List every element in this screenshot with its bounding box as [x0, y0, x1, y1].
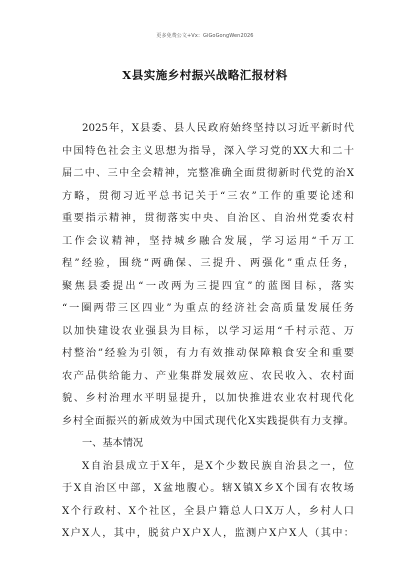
paragraph-1-line: 2025年，X县委、县人民政府始终坚持以习近平新时代	[82, 123, 354, 134]
paragraph-1-line: 工作会议精神，坚持城乡融合发展，学习运用“千万工	[62, 235, 354, 247]
document-title: X县实施乡村振兴战略汇报材料	[122, 68, 288, 82]
paragraph-2-line: X自治县成立于X年，是X个少数民族自治县之一，位	[82, 460, 354, 472]
paragraph-1-line: “一圈两带三区四业”为重点的经济社会高质量发展任务	[62, 303, 354, 314]
document-body	[62, 118, 354, 546]
paragraph-1-line: 届二中、三中全会精神，完整准确全面贯彻新时代党的治X	[62, 168, 354, 179]
paragraph-2-line: X户X人，其中，脱贫户X户X人，监测户X户X人（其中：	[62, 528, 354, 539]
paragraph-1-line: 中国特色社会主义思想为指导，深入学习党的XX大和二十	[62, 145, 354, 157]
paragraph-1-line: 农产品供给能力、产业集群发展效应、农民收入、农村面	[62, 370, 354, 382]
section-heading: 一、基本情况	[82, 438, 144, 449]
header-note: 更多免费公文+Vx：GiGoGongWen2026	[156, 33, 254, 39]
paragraph-2-line: 于X自治区中部，X盆地腹心。辖X镇X乡X个国有农牧场	[62, 483, 354, 494]
paragraph-1-line: 貌、乡村治理水平明显提升，以加快推进农业农村现代化	[62, 393, 354, 404]
paragraph-1-line: 重要指示精神，贯彻落实中央、自治区、自治州党委农村	[62, 213, 354, 224]
paragraph-1-line: 以加快建设农业强县为目标，以学习运用“千村示范、万	[62, 325, 354, 337]
paragraph-1-line: 乡村全面振兴的新成效为中国式现代化X实践提供有力支撑。	[62, 415, 354, 427]
paragraph-1-line: 程”经验，围绕“两确保、三提升、两强化”重点任务，	[62, 258, 354, 269]
paragraph-2-line: X个行政村、X个社区，全县户籍总人口X万人，乡村人口	[62, 505, 354, 517]
paragraph-1-line: 方略，贯彻习近平总书记关于“三农”工作的重要论述和	[62, 190, 354, 202]
paragraph-1-line: 村整治”经验为引领，有力有效推动保障粮食安全和重要	[62, 348, 354, 359]
paragraph-1-line: 聚焦县委提出“一改两为三提四宜”的蓝图目标，落实	[62, 280, 354, 292]
